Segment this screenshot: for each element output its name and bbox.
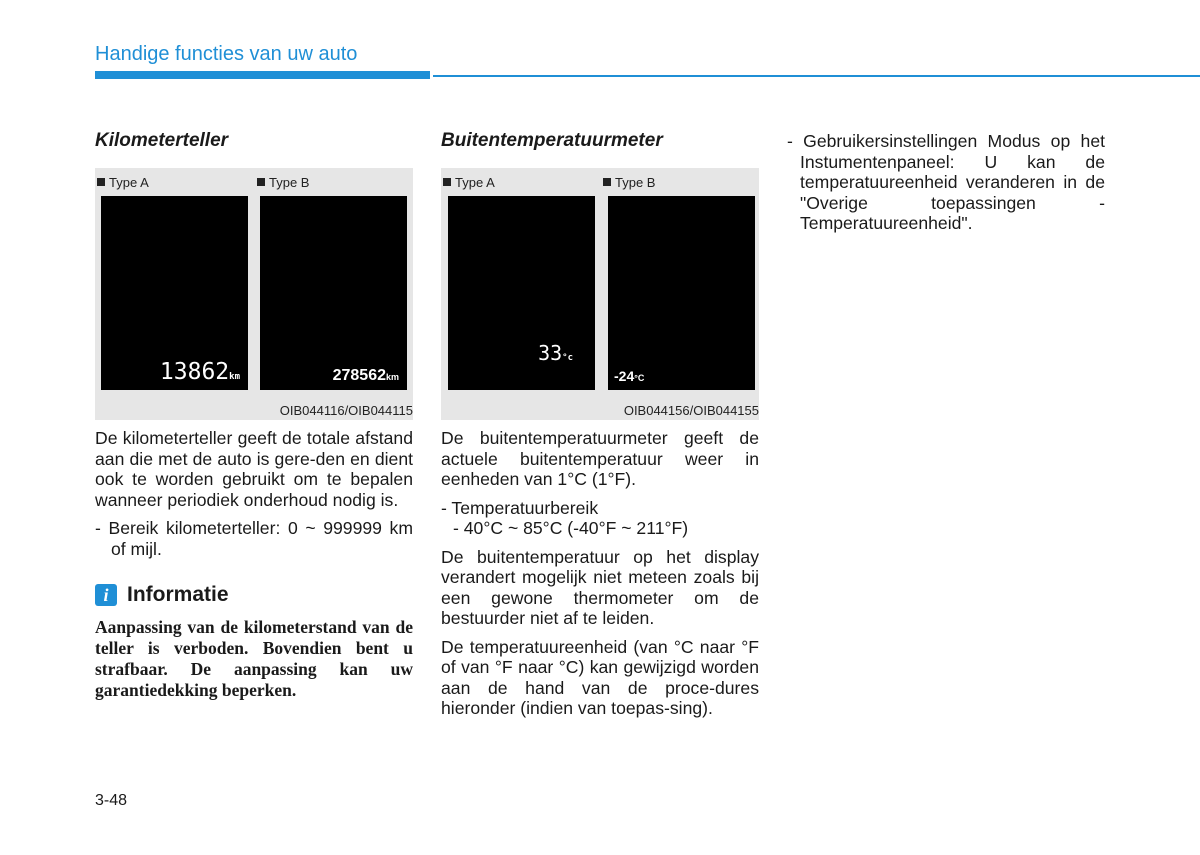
settings-bullet: - Gebruikersinstellingen Modus op het Instumentenpaneel: U kan de temperatuureenheid veranderen in de "Overige toepassingen - Temperatuureenheid".: [787, 131, 1105, 233]
square-bullet-icon: [257, 178, 265, 186]
info-icon: i: [95, 584, 117, 606]
info-text: Aanpassing van de kilometerstand van de teller is verboden. Bovendien bent u strafbaar. De aanpassing kan uw garantiedekking beperken.: [95, 617, 413, 700]
temperature-range-label: - Temperatuurbereik: [441, 497, 599, 518]
temperature-paragraph-1: De buitentemperatuurmeter geeft de actuele buitentemperatuur weer in eenheden van 1°C (1°F).: [441, 428, 759, 489]
odometer-display-b: [260, 196, 407, 390]
temperature-display-b: [608, 196, 755, 390]
temperature-range-bullet: [441, 498, 759, 539]
temperature-paragraph-3: De temperatuureenheid (van °C naar °F of van °F naar °C) kan gewijzigd worden aan de hand van de proce-dures hieronder (indien van toepas-sing).: [441, 636, 759, 718]
odometer-paragraph: De kilometerteller geeft de totale afstand aan die met de auto is gere-den en dient ook te worden gebruikt om te bepalen wanneer periodiek onderhoud nodig is.: [95, 428, 413, 510]
column-settings: [787, 128, 1105, 234]
temperature-value-b: -24°C: [614, 368, 645, 384]
temperature-range-value: - 40°C ~ 85°C (-40°F ~ 211°F): [453, 518, 689, 538]
odometer-figure: [95, 168, 413, 420]
temperature-display-a: [448, 196, 595, 390]
header-rule-thin: [433, 75, 1200, 77]
odometer-display-a: [101, 196, 248, 390]
square-bullet-icon: [443, 178, 451, 186]
type-b-tag: Type B: [603, 175, 655, 190]
temperature-value-a: 33°c: [538, 341, 573, 365]
temperature-figure: [441, 168, 759, 420]
type-a-tag: Type A: [97, 175, 149, 190]
odometer-value-a: 13862km: [159, 359, 240, 385]
column-odometer: [95, 128, 413, 701]
header-rule-thick: [95, 71, 430, 79]
page-number: 3-48: [95, 792, 128, 809]
figure-caption: OIB044116/OIB044115: [279, 403, 413, 418]
section-header: Handige functies van uw auto: [95, 43, 358, 65]
square-bullet-icon: [97, 178, 105, 186]
odometer-title: Kilometerteller: [95, 130, 229, 151]
type-a-tag: Type A: [443, 175, 495, 190]
odometer-value-b: 278562km: [332, 367, 399, 384]
info-title: Informatie: [127, 583, 229, 606]
info-heading: [95, 583, 413, 607]
column-temperature: [441, 128, 759, 719]
square-bullet-icon: [603, 178, 611, 186]
temperature-paragraph-2: De buitentemperatuur op het display verandert mogelijk niet meteen zoals bij een gewone thermometer om de bestuurder niet af te leiden.: [441, 546, 759, 628]
odometer-range-bullet: - Bereik kilometerteller: 0 ~ 999999 km of mijl.: [95, 518, 413, 559]
type-b-tag: Type B: [257, 175, 309, 190]
figure-caption: OIB044156/OIB044155: [623, 403, 759, 418]
temperature-title: Buitentemperatuurmeter: [441, 130, 663, 151]
